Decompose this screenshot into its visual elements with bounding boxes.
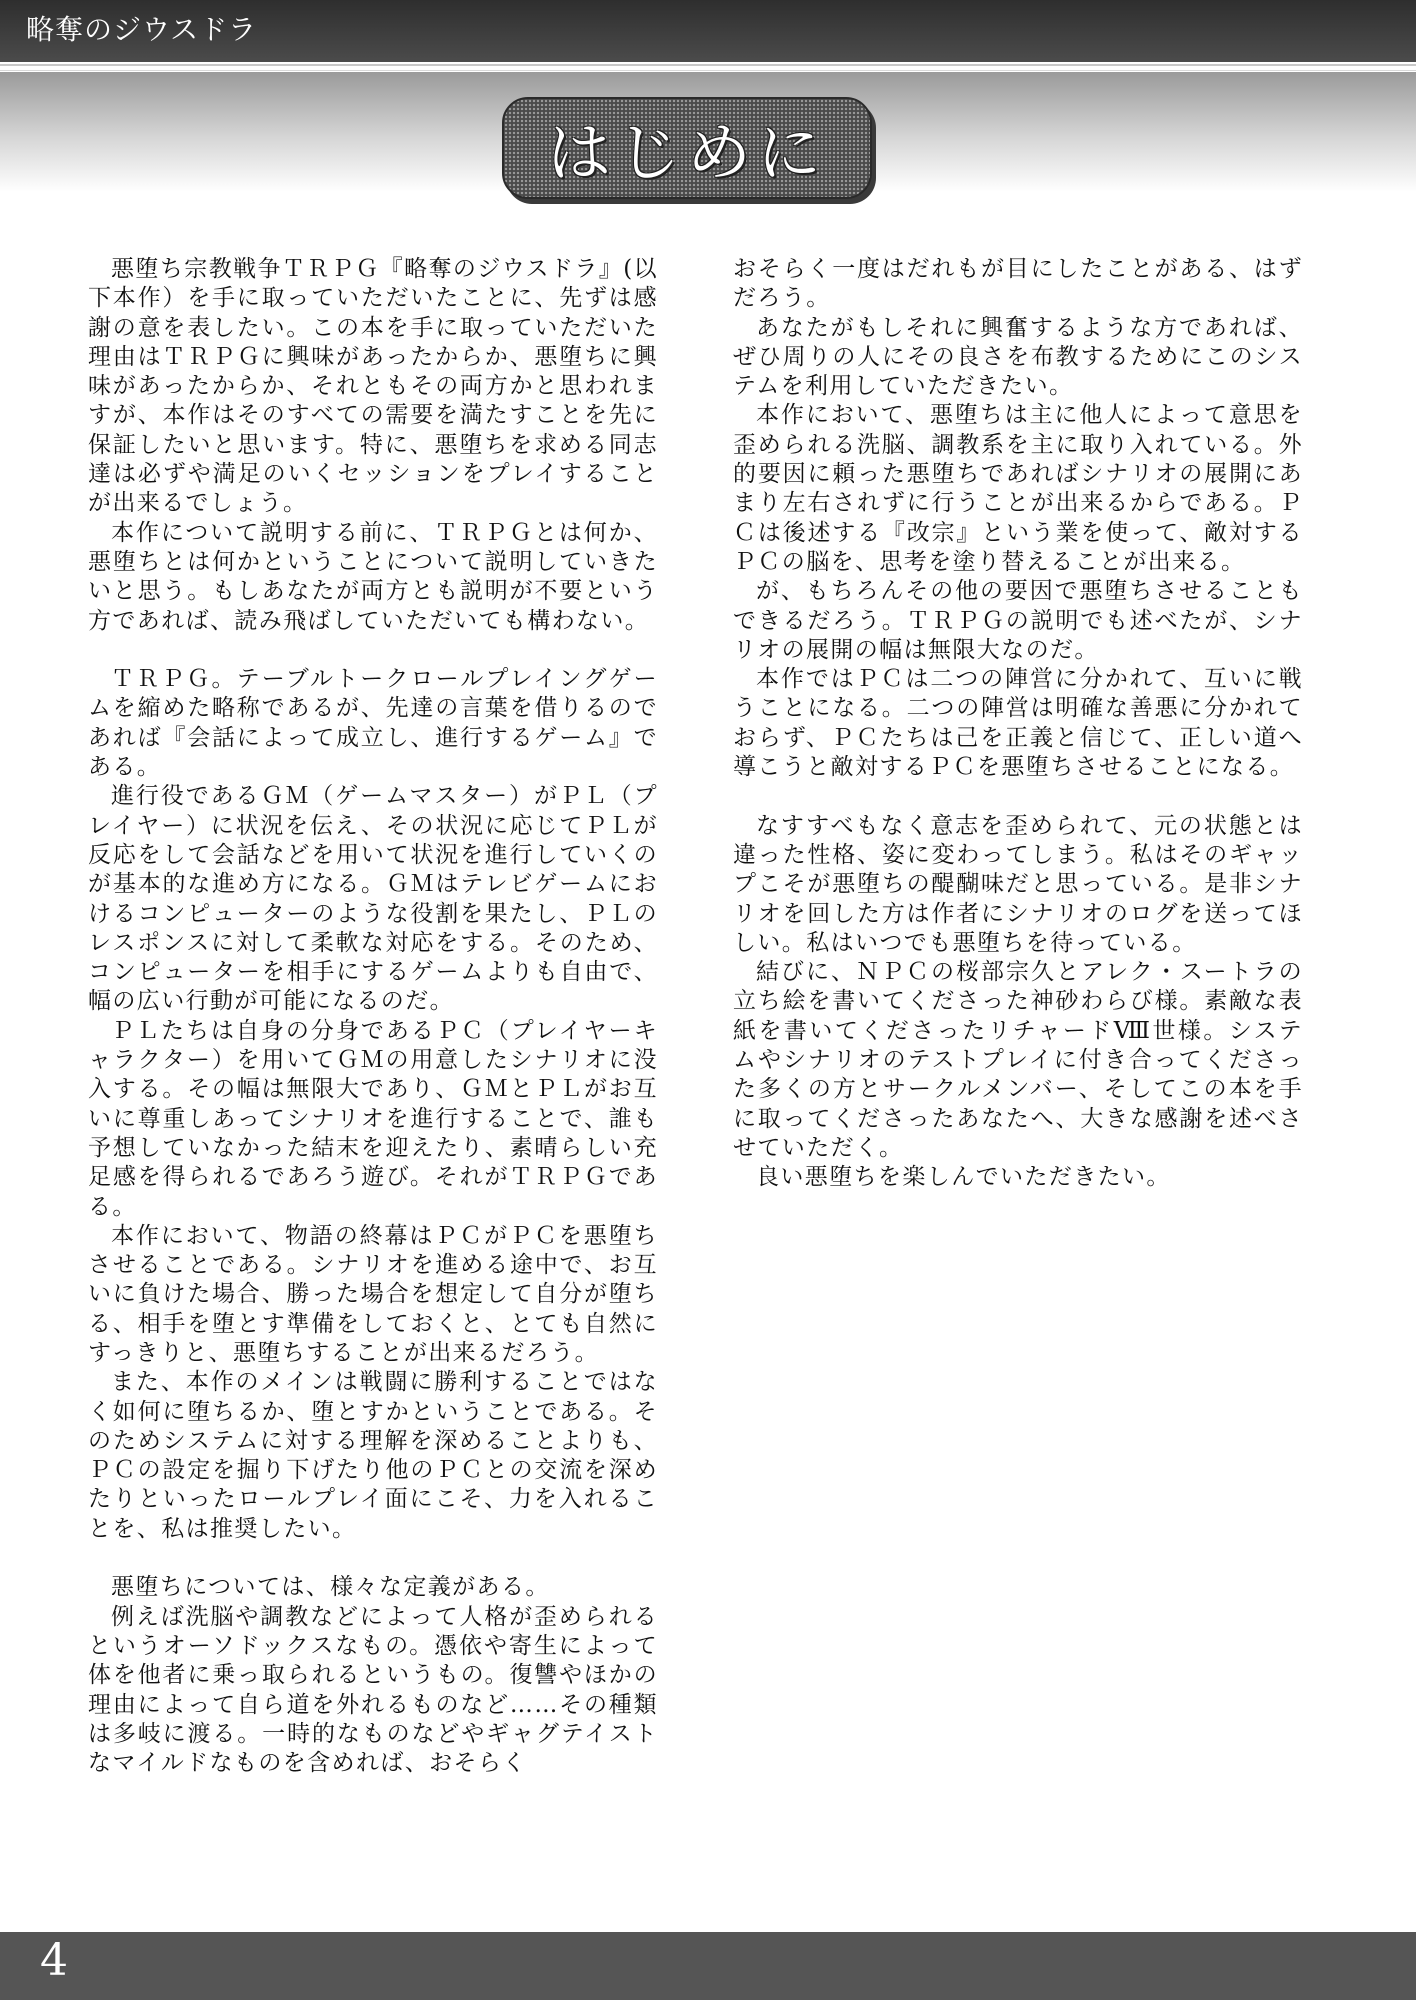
paragraph: 例えば洗脳や調教などによって人格が歪められるというオーソドックスなもの。憑依や寄生によって体を他者に乗っ取られるというもの。復讐やほかの理由によって自ら道を外れるものなど……その種類は多岐に渡る。一時的なものなどやギャグテイストなマイルドなものを含めれば、おそらく bbox=[88, 1603, 658, 1777]
running-title: 略奪のジウスドラ bbox=[26, 13, 258, 46]
paragraph: ＴＲＰＧ。テーブルトークロールプレイングゲームを縮めた略称であるが、先達の言葉を借りるのであれば『会話によって成立し、進行するゲーム』である。 bbox=[88, 666, 658, 781]
chapter-title-box bbox=[502, 97, 872, 199]
paragraph: 本作において、悪堕ちは主に他人によって意思を歪められる洗脳、調教系を主に取り入れている。外的要因に頼った悪堕ちであればシナリオの展開にあまり左右されずに行うことが出来るからである。ＰＣは後述する『改宗』という業を使って、敵対するＰＣの脳を、思考を塗り替えることが出来る。 bbox=[733, 402, 1303, 575]
paragraph: あなたがもしそれに興奮するような方であれば、ぜひ周りの人にその良さを布教するためにこのシステムを利用していただきたい。 bbox=[733, 314, 1303, 400]
paragraph: 進行役であるＧＭ（ゲームマスター）がＰＬ（プレイヤー）に状況を伝え、その状況に応じてＰＬが反応をして会話などを用いて状況を進行していくのが基本的な進め方になる。ＧＭはテレビゲームにおけるコンピューターのような役割を果たし、ＰＬのレスポンスに対して柔軟な対応をする。そのため、コンピューターを相手にするゲームよりも自由で、幅の広い行動が可能になるのだ。 bbox=[88, 783, 658, 1015]
page-number: 4 bbox=[40, 1935, 68, 1986]
paragraph-gap bbox=[88, 1544, 658, 1573]
paragraph: また、本作のメインは戦闘に勝利することではなく如何に堕ちるか、堕とすかということである。そのためシステムに対する理解を深めることよりも、ＰＣの設定を掘り下げたり他のＰＣとの交流を深めたりといったロールプレイ面にこそ、力を入れることを、私は推奨したい。 bbox=[88, 1369, 658, 1542]
left-column bbox=[88, 255, 658, 1778]
footer-band bbox=[0, 1932, 1416, 2000]
paragraph: 結びに、ＮＰＣの桜部宗久とアレク・スートラの立ち絵を書いてくださった神砂わらび様。素敵な表紙を書いてくださったリチャードⅧ世様。システムやシナリオのテストプレイに付き合ってくださった多くの方とサークルメンバー、そしてこの本を手に取ってくださったあなたへ、大きな感謝を述べさせていただく。 bbox=[733, 959, 1303, 1161]
right-column bbox=[733, 255, 1303, 1193]
paragraph: が、もちろんその他の要因で悪堕ちさせることもできるだろう。ＴＲＰＧの説明でも述べたが、シナリオの展開の幅は無限大なのだ。 bbox=[733, 578, 1303, 663]
paragraph: 悪堕ち宗教戦争ＴＲＰＧ『略奪のジウスドラ』(以下本作）を手に取っていただいたことに、先ずは感謝の意を表したい。この本を手に取っていただいた理由はＴＲＰＧに興味があったからか、悪堕ちに興味があったからか、それともその両方かと思われますが、本作はそのすべての需要を満たすことを先に保証したいと思います。特に、悪堕ちを求める同志達は必ずや満足のいくセッションをプレイすることが出来るでしょう。 bbox=[88, 256, 658, 517]
paragraph-gap bbox=[88, 636, 658, 665]
paragraph: 良い悪堕ちを楽しんでいただきたい。 bbox=[756, 1164, 1171, 1191]
paragraph: 本作において、物語の終幕はＰＣがＰＣを悪堕ちさせることである。シナリオを進める途中で、お互いに負けた場合、勝った場合を想定して自分が堕ちる、相手を堕とす準備をしておくと、とても自然にすっきりと、悪堕ちすることが出来るだろう。 bbox=[88, 1222, 658, 1366]
paragraph: 悪堕ちについては、様々な定義がある。 bbox=[111, 1574, 550, 1601]
paragraph: 本作ではＰＣは二つの陣営に分かれて、互いに戦うことになる。二つの陣営は明確な善悪に分かれておらず、ＰＣたちは己を正義と信じて、正しい道へ導こうと敵対するＰＣを悪堕ちさせることになる。 bbox=[733, 666, 1303, 781]
header-rule bbox=[0, 64, 1416, 66]
paragraph: 本作について説明する前に、ＴＲＰＧとは何か、悪堕ちとは何かということについて説明していきたいと思う。もしあなたが両方とも説明が不要という方であれば、読み飛ばしていただいても構わない。 bbox=[88, 519, 658, 634]
paragraph: ＰＬたちは自身の分身であるＰＣ（プレイヤーキャラクター）を用いてＧＭの用意したシナリオに没入する。その幅は無限大であり、ＧＭとＰＬがお互いに尊重しあってシナリオを進行することで、誰も予想していなかった結末を迎えたり、素晴らしい充足感を得られるであろう遊び。それがＴＲＰＧである。 bbox=[88, 1017, 658, 1220]
paragraph-gap bbox=[733, 782, 1303, 811]
paragraph: おそらく一度はだれもが目にしたことがある、はずだろう。 bbox=[733, 256, 1303, 312]
chapter-title: はじめに bbox=[547, 117, 827, 191]
paragraph: なすすべもなく意志を歪められて、元の状態とは違った性格、姿に変わってしまう。私はそのギャップこそが悪堕ちの醍醐味だと思っている。是非シナリオを回した方は作者にシナリオのログを送ってほしい。私はいつでも悪堕ちを待っている。 bbox=[733, 812, 1303, 956]
header-rule-thin bbox=[0, 70, 1416, 71]
